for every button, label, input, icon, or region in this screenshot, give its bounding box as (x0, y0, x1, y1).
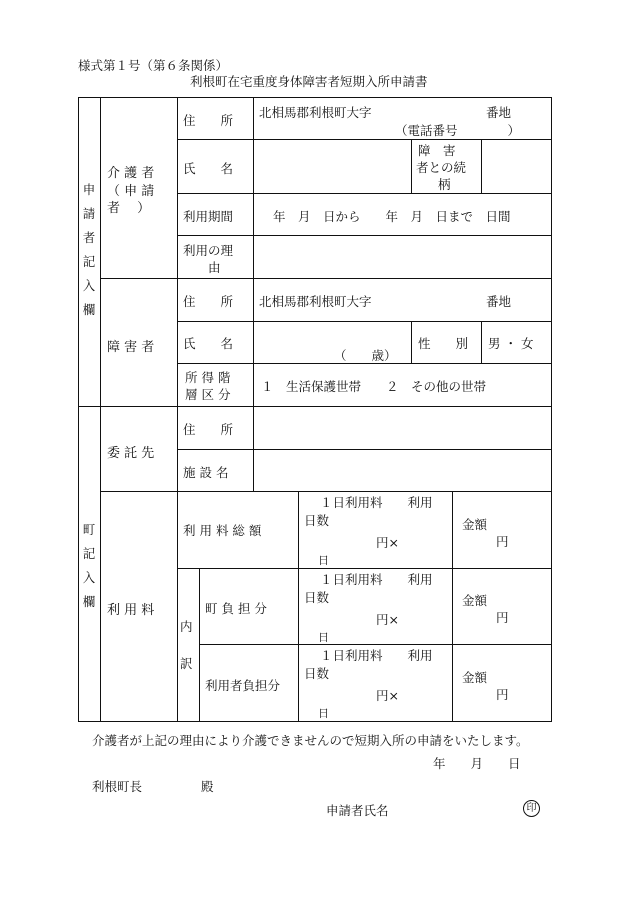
disabled-banchi: 番地 (486, 294, 512, 309)
fee-total-label: 利 用 料 総 額 (183, 523, 262, 538)
application-statement: 介護者が上記の理由により介護できませんので短期入所の申請をいたします。 (92, 733, 529, 748)
form-number: 様式第１号（第６条関係） (78, 58, 229, 73)
caregiver-label-3: 者 ） (107, 201, 151, 216)
disabled-name-label: 氏 名 (183, 336, 234, 351)
consignee-label: 委 託 先 (107, 446, 155, 461)
breakdown-label-2: 訳 (180, 656, 193, 671)
disabled-label: 障 害 者 (107, 340, 155, 355)
caregiver-label-1: 介 護 者 (107, 166, 155, 181)
disabled-address-value: 北相馬郡利根町大字 (259, 294, 372, 309)
income-label-2: 層 区 分 (185, 387, 231, 402)
town-section-label: 町 記 入 欄 (82, 522, 96, 609)
applicant-name-label: 申請者氏名 (326, 803, 389, 818)
disabled-address-label: 住 所 (183, 294, 234, 309)
caregiver-label-2: （ 申 請 (107, 184, 155, 199)
income-label-1: 所 得 階 (185, 370, 231, 385)
sex-label: 性 別 (418, 336, 469, 351)
user-share-label: 利用者負担分 (205, 678, 281, 693)
relation-label-1: 障 害 (418, 143, 456, 158)
caregiver-name-label: 氏 名 (183, 161, 234, 176)
application-date: 年 月 日 (433, 756, 521, 771)
reason-label-1: 利用の理 (183, 243, 234, 258)
consignee-address-label: 住 所 (183, 422, 234, 437)
caregiver-address-label: 住 所 (183, 113, 234, 128)
breakdown-label-1: 内 (180, 619, 193, 634)
period-label: 利用期間 (183, 209, 234, 224)
seal-mark: 印 (523, 800, 540, 817)
relation-label-3: 柄 (438, 177, 451, 192)
applicant-section-label: 申 請 者 記 入 欄 (82, 182, 96, 317)
addressee: 利根町長 (92, 779, 143, 794)
sex-value: 男 ・ 女 (488, 336, 534, 351)
form-title: 利根町在宅重度身体障害者短期入所申請書 (190, 74, 428, 89)
relation-label-2: 者との続 (416, 160, 467, 175)
period-value: 年 月 日から 年 月 日まで 日間 (273, 209, 511, 224)
facility-label: 施 設 名 (183, 465, 229, 480)
caregiver-banchi: 番地 (486, 105, 512, 120)
fee-label: 利 用 料 (107, 603, 155, 618)
honorific: 殿 (201, 779, 214, 794)
disabled-age: （ 歳） (334, 348, 397, 363)
caregiver-address-value: 北相馬郡利根町大字 (259, 105, 372, 120)
town-share-label: 町 負 担 分 (205, 601, 267, 616)
reason-label-2: 由 (208, 260, 221, 275)
caregiver-phone-label: （電話番号 ） (395, 123, 521, 138)
income-value: １ 生活保護世帯 ２ その他の世帯 (261, 379, 487, 394)
